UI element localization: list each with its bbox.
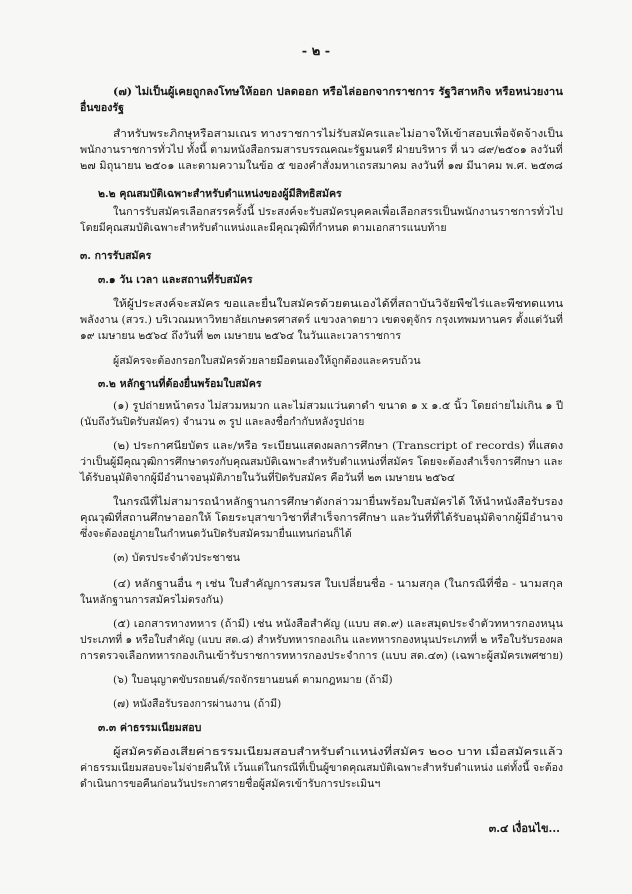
text-line: (นับถึงวันปิดรับสมัคร) จำนวน ๓ รูป และลงชื่อกำกับหลังรูปถ่าย <box>80 416 365 428</box>
text-line: สำหรับพระภิกษุหรือสามเณร ทางราชการไม่รับสมัครและไม่อาจให้เข้าสอบเพื่อจัดจ้างเป็น <box>113 128 564 140</box>
text-line: (๕) เอกสารทางทหาร (ถ้ามี) เช่น หนังสือสำคัญ (แบบ สด.๙) และสมุดประจำตัวทหารกองหนุน <box>113 618 564 630</box>
text-line: ว่าเป็นผู้มีคุณวุฒิการศึกษาตรงกับคุณสมบัติเฉพาะสำหรับตำแหน่งที่สมัคร โดยจะต้องสำเร็จการศึกษา และ <box>80 456 564 468</box>
text-line: ๒.๒ คุณสมบัติเฉพาะสำหรับตำแหน่งของผู้มีสิทธิสมัคร <box>98 188 342 200</box>
text-line: คุณวุฒิที่สถานศึกษาออกให้ โดยระบุสาขาวิชาที่สำเร็จการศึกษา และวันที่ที่ได้รับอนุมัติจากผู้มีอำนาจ <box>80 512 564 524</box>
text-line: ดำเนินการขอคืนก่อนวันประกาศรายชื่อผู้สมัครเข้ารับการประเมินฯ <box>80 778 381 790</box>
text-line: ๒๗ มิถุนายน ๒๕๐๑ และตามความในข้อ ๕ ของคำสั่งมหาเถรสมาคม ลงวันที่ ๑๗ มีนาคม พ.ศ. ๒๕๓๘ <box>80 160 563 172</box>
text-line: ๓.๑ วัน เวลา และสถานที่รับสมัคร <box>98 274 253 286</box>
text-line: ให้ผู้ประสงค์จะสมัคร ขอและยื่นใบสมัครด้วยตนเองได้ที่สถาบันวิจัยพืชไร่และพืชทดแทน <box>113 298 564 310</box>
text-line: ในกรณีที่ไม่สามารถนำหลักฐานการศึกษาดังกล่าวมายื่นพร้อมใบสมัครได้ ให้นำหนังสือรับรอง <box>113 496 564 508</box>
text-line: ผู้สมัครต้องเสียค่าธรรมเนียมสอบสำหรับตำแหน่งที่สมัคร ๒๐๐ บาท เมื่อสมัครแล้ว <box>113 746 563 758</box>
page-number: - ๒ - <box>301 44 331 59</box>
text-line: ค่าธรรมเนียมสอบจะไม่จ่ายคืนให้ เว้นแต่ในกรณีที่เป็นผู้ขาดคุณสมบัติเฉพาะสำหรับตำแหน่ง แต่ทั้งนี้ จะต้อง <box>80 762 564 774</box>
continuation-text: ๓.๔ เงื่อนไข... <box>488 822 560 835</box>
text-line: ในหลักฐานการสมัครไม่ตรงกัน) <box>80 594 224 606</box>
text-line: ซึ่งจะต้องอยู่ภายในกำหนดวันปิดรับสมัครมายื่นแทนก่อนก็ได้ <box>80 528 352 540</box>
text-line: โดยมีคุณสมบัติเฉพาะสำหรับตำแหน่งและมีคุณวุฒิที่กำหนด ตามเอกสารแนบท้าย <box>80 222 447 234</box>
text-line: (๒) ประกาศนียบัตร และ/หรือ ระเบียนแสดงผลการศึกษา (Transcript of records) ที่แสดง <box>113 440 564 452</box>
text-line: (๗) ไม่เป็นผู้เคยถูกลงโทษให้ออก ปลดออก หรือไล่ออกจากราชการ รัฐวิสาหกิจ หรือหน่วยงาน <box>113 86 563 98</box>
text-line: อื่นของรัฐ <box>80 102 124 114</box>
text-line: (๖) ใบอนุญาตขับรถยนต์/รถจักรยานยนต์ ตามกฎหมาย (ถ้ามี) <box>113 674 393 686</box>
text-line: ๓.๒ หลักฐานที่ต้องยื่นพร้อมใบสมัคร <box>98 378 262 390</box>
text-line: ได้รับอนุมัติจากผู้มีอำนาจอนุมัติภายในวันที่ปิดรับสมัคร คือวันที่ ๒๓ เมษายน ๒๕๖๔ <box>80 472 456 484</box>
text-line: ผู้สมัครจะต้องกรอกใบสมัครด้วยลายมือตนเองให้ถูกต้องและครบถ้วน <box>113 355 421 367</box>
text-line: (๓) บัตรประจำตัวประชาชน <box>113 552 240 564</box>
text-line: (๔) หลักฐานอื่น ๆ เช่น ใบสำคัญการสมรส ใบเปลี่ยนชื่อ - นามสกุล (ในกรณีที่ชื่อ - นามสกุล <box>113 578 563 590</box>
text-line: ประเภทที่ ๑ หรือใบสำคัญ (แบบ สด.๘) สำหรับทหารกองเกิน และทหารกองหนุนประเภทที่ ๒ หรือใบรับรองผล <box>80 634 563 646</box>
text-line: ๓. การรับสมัคร <box>80 250 152 262</box>
text-line: ๑๙ เมษายน ๒๕๖๔ ถึงวันที่ ๒๓ เมษายน ๒๕๖๔ ในวันและเวลาราชการ <box>80 330 402 342</box>
text-line: พนักงานราชการทั่วไป ทั้งนี้ ตามหนังสือกรมสารบรรณคณะรัฐมนตรี ฝ่ายบริหาร ที่ นว ๘๙/๒๕๐๑ ลงวันที่ <box>80 144 563 156</box>
text-line: ในการรับสมัครเลือกสรรครั้งนี้ ประสงค์จะรับสมัครบุคคลเพื่อเลือกสรรเป็นพนักงานราชการทั่วไป <box>113 206 563 218</box>
text-line: ๓.๓ ค่าธรรมเนียมสอบ <box>98 722 202 734</box>
text-line: (๗) หนังสือรับรองการผ่านงาน (ถ้ามี) <box>113 698 282 710</box>
text-line: การตรวจเลือกทหารกองเกินเข้ารับราชการทหารกองประจำการ (แบบ สด.๔๓) (เฉพาะผู้สมัครเพศชาย) <box>80 650 564 662</box>
text-line: พลังงาน (สวร.) บริเวณมหาวิทยาลัยเกษตรศาสตร์ แขวงลาดยาว เขตจตุจักร กรุงเทพมหานคร ตั้งแต่วันที่ <box>80 314 563 326</box>
text-line: (๑) รูปถ่ายหน้าตรง ไม่สวมหมวก และไม่สวมแว่นตาดำ ขนาด ๑ x ๑.๕ นิ้ว โดยถ่ายไม่เกิน ๑ ปี <box>113 400 564 412</box>
